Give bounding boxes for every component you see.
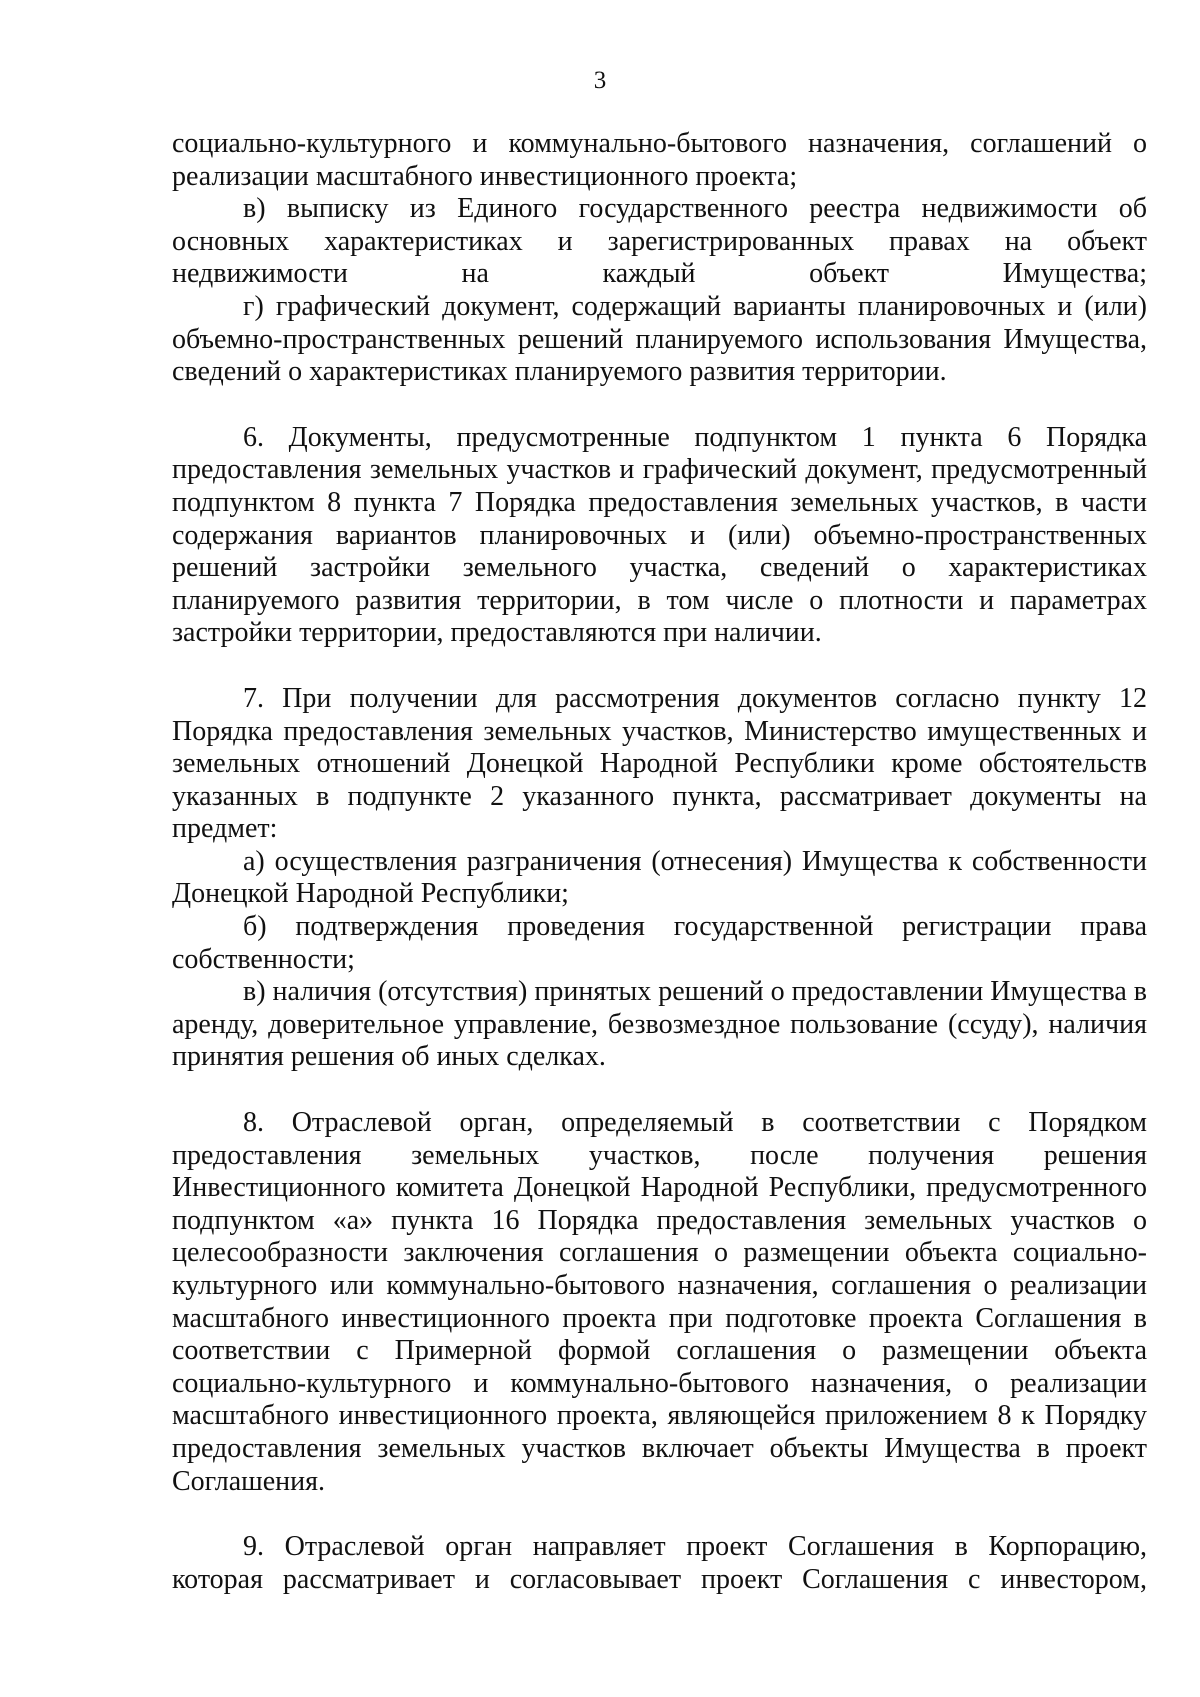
paragraph-gap <box>172 1498 1147 1531</box>
paragraph-item-b: б) подтверждения проведения государственной регистрации права собственности; <box>172 911 1147 975</box>
paragraph-item-v: в) выписку из Единого государственного реестра недвижимости об основных характеристиках и зарегистрированных правах на объект недвижимости на каждый объект Имущества; <box>172 193 1147 290</box>
paragraph-item-v2: в) наличия (отсутствия) принятых решений о предоставлении Имущества в аренду, доверительное управление, безвозмездное пользование (ссуду), наличия принятия решения об иных сделках. <box>172 976 1148 1073</box>
paragraph-continuation: социально-культурного и коммунально-бытового назначения, соглашений о реализации масштабного инвестиционного проекта; <box>172 128 1147 192</box>
paragraph-section-6: 6. Документы, предусмотренные подпунктом 1 пункта 6 Порядка предоставления земельных участков и графический документ, предусмотренный подпунктом 8 пункта 7 Порядка предоставления земельных участков, в части содержания вариантов планировочных и (или) объемно-пространственных решений застройки земельного участка, сведений о характеристиках планируемого развития территории, в том числе о плотности и параметрах застройки территории, предоставляются при наличии. <box>172 421 1147 649</box>
paragraph-item-g: г) графический документ, содержащий варианты планировочных и (или) объемно-пространственных решений планируемого использования Имущества, сведений о характеристиках планируемого развития территории. <box>172 290 1147 388</box>
document-body <box>172 128 1147 1596</box>
paragraph-gap <box>172 650 1147 683</box>
paragraph-section-9: 9. Отраслевой орган направляет проект Соглашения в Корпорацию, которая рассматривает и согласовывает проект Соглашения с инвестором, <box>172 1531 1147 1595</box>
page-number: 3 <box>593 67 607 94</box>
paragraph-section-7: 7. При получении для рассмотрения документов согласно пункту 12 Порядка предоставления земельных участков, Министерство имущественных и земельных отношений Донецкой Народной Республики кроме обстоятельств указанных в подпункте 2 указанного пункта, рассматривает документы на предмет: <box>172 682 1147 845</box>
paragraph-item-a: а) осуществления разграничения (отнесения) Имущества к собственности Донецкой Народной Республики; <box>172 845 1147 910</box>
paragraph-section-8: 8. Отраслевой орган, определяемый в соответствии с Порядком предоставления земельных участков, после получения решения Инвестиционного комитета Донецкой Народной Республики, предусмотренного подпунктом «а» пункта 16 Порядка предоставления земельных участков о целесообразности заключения соглашения о размещении объекта социально-культурного или коммунально-бытового назначения, соглашения о реализации масштабного инвестиционного проекта при подготовке проекта Соглашения в соответствии с Примерной формой соглашения о размещении объекта социально-культурного и коммунально-бытового назначения, о реализации масштабного инвестиционного проекта, являющейся приложением 8 к Порядку предоставления земельных участков включает объекты Имущества в проект Соглашения. <box>172 1107 1147 1497</box>
paragraph-gap <box>172 389 1147 422</box>
paragraph-gap <box>172 1074 1147 1107</box>
